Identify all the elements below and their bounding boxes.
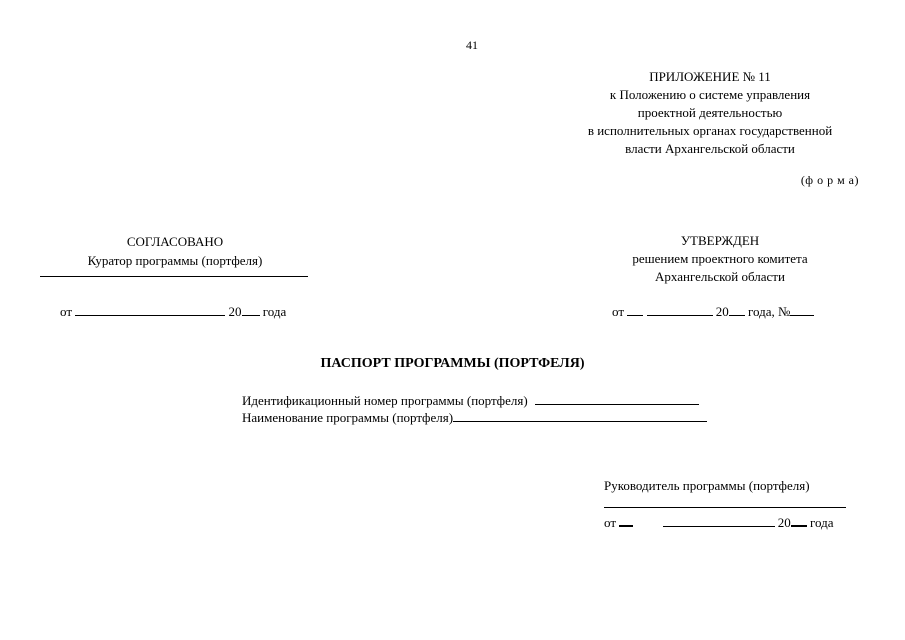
approved-date [612, 303, 814, 320]
head-label: Руководитель программы (портфеля) [604, 478, 810, 493]
month-blank [663, 514, 775, 527]
date-blank [75, 303, 225, 316]
page-number: 41 [466, 38, 478, 52]
appendix-header [560, 68, 860, 158]
date-prefix: от [604, 515, 617, 530]
date-prefix: от [60, 304, 73, 319]
year-blank [242, 303, 260, 316]
program-id-blank [535, 392, 699, 405]
date-year: 20 [777, 515, 791, 530]
date-suffix: года, № [748, 304, 791, 319]
head-signature-line [604, 507, 846, 508]
date-year: 20 [228, 304, 242, 319]
appendix-line: власти Архангельской области [625, 141, 795, 156]
year-blank [791, 513, 807, 527]
agreed-heading: СОГЛАСОВАНО [126, 234, 224, 249]
appendix-title: ПРИЛОЖЕНИЕ № 11 [649, 69, 771, 84]
approved-heading: УТВЕРЖДЕН [680, 233, 760, 248]
day-blank [627, 303, 643, 316]
approved-line: Архангельской области [655, 269, 785, 284]
month-blank [647, 303, 713, 316]
appendix-line: в исполнительных органах государственной [587, 123, 833, 138]
approved-block [600, 232, 840, 286]
agreed-block [40, 232, 310, 277]
appendix-line: проектной деятельностью [637, 105, 783, 120]
program-name-label: Наименование программы (портфеля) [242, 410, 454, 425]
program-id-row [242, 392, 707, 409]
program-name-row [242, 409, 707, 426]
date-prefix: от [612, 304, 625, 319]
program-id-label: Идентификационный номер программы (портфеля) [242, 393, 528, 408]
curator-signature-line [40, 276, 308, 277]
form-note: (ф о р м а) [800, 173, 859, 187]
agreed-subheading: Куратор программы (портфеля) [87, 253, 263, 268]
number-blank [790, 303, 814, 316]
day-blank [619, 513, 633, 527]
date-year: 20 [715, 304, 729, 319]
date-suffix: года [262, 304, 287, 319]
date-suffix: года [810, 515, 834, 530]
agreed-date [60, 303, 286, 320]
document-title: ПАСПОРТ ПРОГРАММЫ (ПОРТФЕЛЯ) [320, 356, 585, 371]
program-fields [242, 392, 707, 426]
appendix-line: к Положению о системе управления [609, 87, 811, 102]
approved-line: решением проектного комитета [632, 251, 808, 266]
head-date [604, 513, 834, 531]
program-name-blank [453, 409, 707, 422]
year-blank [729, 303, 745, 316]
